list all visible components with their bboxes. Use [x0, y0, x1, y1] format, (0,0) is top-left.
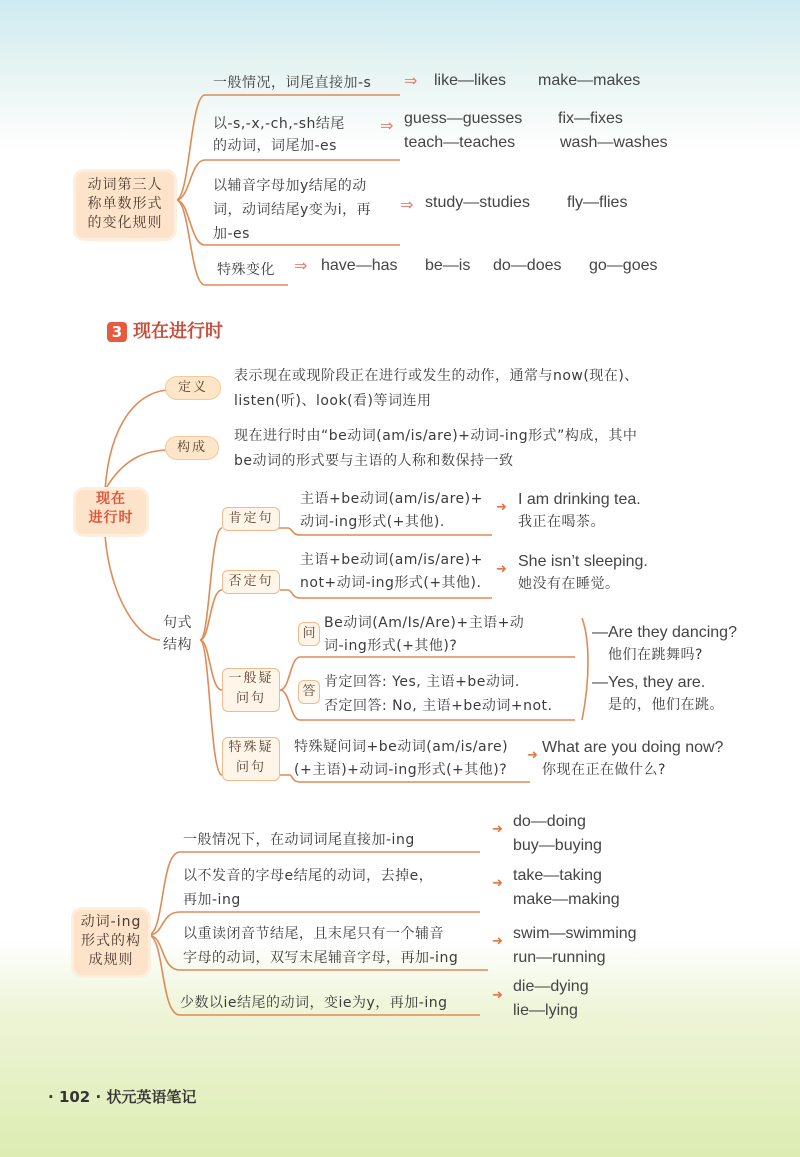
text-line: 主语+be动词(am/is/are)+: [300, 491, 483, 507]
page-number: 102: [58, 1088, 91, 1106]
example-cn: 她没有在睡觉。: [518, 576, 620, 592]
wh-question-rule: [294, 736, 508, 782]
example: like—likes: [434, 72, 507, 89]
text-line: 现在进行时由“be动词(am/is/are)+动词-ing形式”构成，其中: [234, 428, 638, 444]
definition-label: 定义: [165, 376, 221, 400]
rule-line: 以辅音字母加y结尾的动: [213, 178, 367, 194]
example-en: —Yes, they are.: [592, 674, 706, 691]
negative-example: [518, 551, 648, 595]
example-en: What are you doing now?: [542, 739, 724, 756]
text-line: 句式: [163, 615, 192, 631]
question-rule: [324, 612, 524, 658]
text-line: 以不发音的字母e结尾的动词，去掉e，: [183, 868, 434, 884]
ing-rule-ie: 少数以ie结尾的动词，变ie为y，再加-ing: [180, 995, 448, 1011]
ing-rule-general: 一般情况下，在动词词尾直接加-ing: [183, 832, 415, 848]
text-line: 再加-ing: [183, 892, 241, 908]
example-en: I am drinking tea.: [518, 491, 641, 508]
example-cn: 他们在跳舞吗?: [608, 647, 703, 663]
arrow-icon: ➜: [492, 988, 503, 1003]
example: fly—flies: [567, 194, 628, 211]
double-arrow-icon: ⇒: [400, 195, 414, 214]
text-line: 肯定回答: Yes, 主语+be动词.: [324, 674, 520, 690]
example-cn: 你现在正在做什么?: [542, 762, 666, 778]
example: do—doing: [513, 813, 586, 830]
text-line: 特殊疑: [228, 740, 274, 755]
book-title: 状元英语笔记: [106, 1088, 197, 1106]
rule-line: 的动词，词尾加-es: [213, 138, 337, 154]
example: buy—buying: [513, 837, 602, 854]
root-line: 动词-ing: [80, 914, 142, 930]
ing-form-root-node: [74, 910, 148, 975]
text-line: 字母的动词，双写末尾辅音字母，再加-ing: [183, 950, 459, 966]
text-line: not+动词-ing形式(+其他).: [300, 575, 482, 591]
example: fix—fixes: [558, 110, 623, 127]
answer-tag: 答: [298, 680, 320, 704]
arrow-icon: ➜: [492, 876, 503, 891]
root-line: 成规则: [88, 952, 134, 968]
section-title-text: 现在进行时: [133, 321, 223, 342]
rule-line: 词，动词结尾y变为i，再: [213, 202, 372, 218]
yes-no-example: [592, 622, 737, 716]
example: guess—guesses: [404, 110, 523, 127]
arrow-icon: ➜: [492, 934, 503, 949]
ing-example: [513, 810, 602, 858]
text-line: 否定回答: No, 主语+be动词+not.: [324, 698, 553, 714]
text-line: be动词的形式要与主语的人称和数保持一致: [234, 453, 514, 469]
ing-rule-double: [183, 922, 458, 970]
example: swim—swimming: [513, 925, 637, 942]
arrow-icon: ➜: [496, 500, 507, 515]
arrow-icon: ➜: [527, 748, 538, 763]
example: be—is: [425, 257, 471, 274]
wh-question-label: [222, 737, 280, 781]
question-tag: 问: [298, 622, 320, 646]
example-cn: 我正在喝茶。: [518, 514, 605, 530]
arrow-icon: ➜: [496, 562, 507, 577]
affirmative-label: 肯定句: [222, 507, 280, 531]
ing-example: [513, 864, 620, 912]
rule-special: 特殊变化: [217, 262, 275, 278]
text-line: 问句: [235, 691, 266, 706]
answer-rule: [324, 670, 552, 718]
arrow-icon: ➜: [492, 822, 503, 837]
affirmative-rule: [300, 488, 483, 534]
wh-question-example: [542, 737, 723, 781]
example: take—taking: [513, 867, 602, 884]
section-title: [107, 317, 223, 343]
root-line: 动词第三人: [87, 177, 163, 193]
rule-line: 加-es: [213, 226, 250, 242]
rule-es: [213, 113, 345, 157]
root-line: 现在: [96, 491, 126, 507]
example: make—makes: [538, 72, 641, 89]
text-line: 词-ing形式(+其他)?: [324, 638, 458, 654]
example: wash—washes: [560, 134, 668, 151]
example: study—studies: [425, 194, 530, 211]
text-line: 一般疑: [228, 671, 274, 686]
text-line: Be动词(Am/Is/Are)+主语+动: [324, 615, 525, 631]
text-line: listen(听)、look(看)等词连用: [234, 393, 432, 409]
affirmative-example: [518, 489, 641, 533]
negative-rule: [300, 549, 483, 595]
rule-general-s: 一般情况，词尾直接加-s: [213, 75, 372, 91]
text-line: 以重读闭音节结尾，且末尾只有一个辅音: [183, 926, 444, 942]
rule-line: 以-s,-x,-ch,-sh结尾: [213, 116, 345, 132]
example: have—has: [321, 257, 398, 274]
text-line: 特殊疑问词+be动词(am/is/are): [294, 739, 509, 755]
structure-text: [234, 424, 637, 474]
double-arrow-icon: ⇒: [380, 116, 394, 135]
double-arrow-icon: ⇒: [404, 71, 418, 90]
negative-label: 否定句: [222, 570, 280, 594]
example-en: —Are they dancing?: [592, 624, 737, 641]
root-line: 形式的构: [81, 933, 141, 949]
example-cn: 是的，他们在跳。: [608, 697, 724, 713]
text-line: 结构: [163, 637, 192, 653]
text-line: (+主语)+动词-ing形式(+其他)?: [294, 762, 508, 778]
third-person-root-node: [76, 172, 174, 238]
example: teach—teaches: [404, 134, 516, 151]
root-line: 称单数形式: [87, 196, 163, 212]
definition-text: [234, 364, 639, 414]
structure-label: 构成: [165, 436, 219, 460]
yes-no-question-label: [222, 668, 280, 712]
rule-y-to-i: [213, 174, 371, 246]
example: lie—lying: [513, 1002, 578, 1019]
ing-rule-silent-e: [183, 864, 433, 912]
text-line: 表示现在或现阶段正在进行或发生的动作，通常与now(现在)、: [234, 368, 639, 384]
root-line: 的变化规则: [87, 215, 163, 231]
ing-example: [513, 922, 637, 970]
example: do—does: [493, 257, 562, 274]
ing-example: [513, 975, 589, 1023]
text-line: 主语+be动词(am/is/are)+: [300, 552, 483, 568]
present-continuous-root-node: [76, 490, 146, 534]
example: die—dying: [513, 978, 589, 995]
example-en: She isn’t sleeping.: [518, 553, 648, 570]
root-line: 进行时: [88, 510, 134, 526]
example: go—goes: [589, 257, 658, 274]
text-line: 动词-ing形式(+其他).: [300, 514, 445, 530]
double-arrow-icon: ⇒: [294, 256, 308, 275]
text-line: 问句: [235, 760, 266, 775]
page-footer: · 102 · 状元英语笔记: [48, 1088, 197, 1106]
example: make—making: [513, 891, 620, 908]
sentence-structure-label: [163, 612, 192, 656]
section-number-badge: 3: [107, 322, 127, 342]
example: run—running: [513, 949, 606, 966]
